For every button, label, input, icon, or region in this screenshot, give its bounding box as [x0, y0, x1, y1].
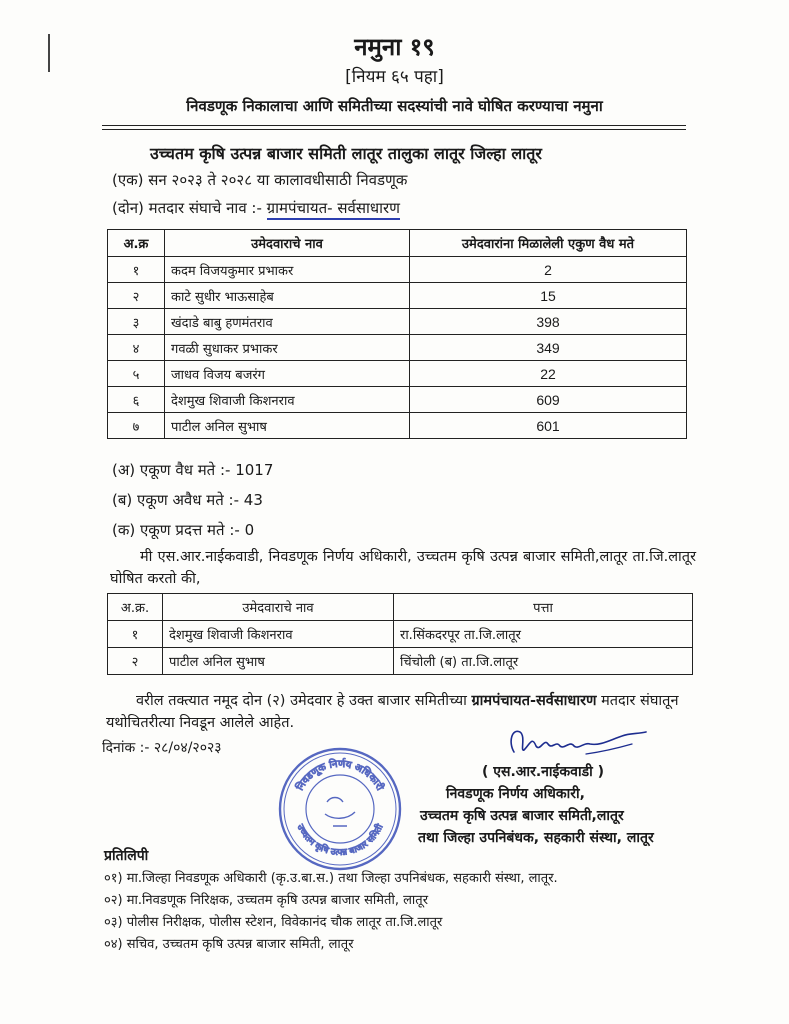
signature-image [500, 722, 650, 764]
table-header-row [108, 594, 693, 621]
vote-count: 349 [410, 335, 687, 361]
table-row [108, 283, 687, 309]
row-number: ४ [108, 335, 165, 361]
winner-name: देशमुख शिवाजी किशनराव [163, 621, 394, 648]
signatory-additional-role: तथा जिल्हा उपनिबंधक, सहकारी संस्था, लातूर [418, 830, 654, 846]
vote-count: 2 [410, 257, 687, 283]
conclusion-text: वरील तक्त्यात नमूद दोन (२) उमेदवार हे उक्त बाजार समितीच्या [136, 693, 472, 709]
signatory-designation: निवडणूक निर्णय अधिकारी, [446, 786, 585, 802]
total-invalid-votes: (ब) एकूण अवैध मते :- 43 [112, 491, 263, 509]
row-number: ६ [108, 387, 165, 413]
table-row [108, 257, 687, 283]
row-number: १ [108, 621, 163, 648]
conclusion-text: मतदार संघातून यथोचितरीत्या निवडून आलेले आहेत. [106, 693, 679, 731]
candidate-name: काटे सुधीर भाऊसाहेब [165, 283, 410, 309]
copy-recipient: ०२) मा.निवडणूक निरिक्षक, उच्चतम कृषि उत्पन्न बाजार समिती, लातूर [104, 893, 429, 908]
row-number: ७ [108, 413, 165, 439]
table-header-row [108, 230, 687, 257]
winner-name: पाटील अनिल सुभाष [163, 648, 394, 675]
seal-text-bottom: उच्चतम कृषि उत्पन्न बाजार समिती [294, 822, 386, 859]
column-header: अ.क्र [108, 230, 165, 257]
copies-heading: प्रतिलिपी [104, 848, 149, 864]
winner-address: चिंचोली (ब) ता.जि.लातूर [394, 648, 693, 675]
candidate-name: गवळी सुधाकर प्रभाकर [165, 335, 410, 361]
row-number: २ [108, 648, 163, 675]
table-row [108, 309, 687, 335]
rule-reference: [नियम ६५ पहा] [345, 67, 444, 87]
constituency-label: (दोन) मतदार संघाचे नाव :- [112, 199, 262, 217]
signatory-name: ( एस.आर.नाईकवाडी ) [482, 764, 604, 780]
signatory-committee: उच्चतम कृषि उत्पन्न बाजार समिती,लातूर [420, 808, 624, 824]
constituency-value: ग्रामपंचायत- सर्वसाधारण [267, 199, 400, 220]
winners-table [107, 593, 693, 675]
vote-count: 22 [410, 361, 687, 387]
table-row [108, 361, 687, 387]
winner-address: रा.सिंकदरपूर ता.जि.लातूर [394, 621, 693, 648]
vote-count: 15 [410, 283, 687, 309]
constituency-line [112, 198, 400, 218]
divider-line [102, 125, 686, 126]
election-period: (एक) सन २०२३ ते २०२८ या कालावधीसाठी निवडणूक [112, 171, 408, 189]
row-number: १ [108, 257, 165, 283]
committee-name: उच्चतम कृषि उत्पन्न बाजार समिती लातूर तालुका लातूर जिल्हा लातूर [150, 144, 542, 163]
declaration-paragraph: मी एस.आर.नाईकवाडी, निवडणूक निर्णय अधिकारी, उच्चतम कृषि उत्पन्न बाजार समिती,लातूर ता.जि.लातूर घोषित करतो की, [110, 549, 696, 587]
form-subtitle: निवडणूक निकालाचा आणि समितीच्या सदस्यांची नावे घोषित करण्याचा नमुना [186, 97, 603, 115]
column-header: उमेदवाराचे नाव [163, 594, 394, 621]
table-row [108, 335, 687, 361]
divider-line [102, 129, 686, 130]
vote-count: 609 [410, 387, 687, 413]
row-number: २ [108, 283, 165, 309]
column-header: पत्ता [394, 594, 693, 621]
vote-count: 601 [410, 413, 687, 439]
seal-text-top: निवडणूक निर्णय अधिकारी [294, 758, 386, 793]
column-header: उमेदवाराचे नाव [165, 230, 410, 257]
document-date: दिनांक :- २८/०४/२०२३ [102, 740, 222, 756]
form-title: नमुना १९ [354, 33, 435, 61]
candidate-name: कदम विजयकुमार प्रभाकर [165, 257, 410, 283]
candidate-name: जाधव विजय बजरंग [165, 361, 410, 387]
row-number: ५ [108, 361, 165, 387]
copy-recipient: ०४) सचिव, उच्चतम कृषि उत्पन्न बाजार समिती, लातूर [104, 937, 354, 952]
row-number: ३ [108, 309, 165, 335]
candidate-name: पाटील अनिल सुभाष [165, 413, 410, 439]
total-cast-votes: (क) एकूण प्रदत्त मते :- 0 [112, 521, 255, 539]
official-seal-stamp [277, 746, 403, 872]
copy-recipient: ०१) मा.जिल्हा निवडणूक अधिकारी (कृ.उ.बा.स.) तथा जिल्हा उपनिबंधक, सहकारी संस्था, लातूर. [104, 871, 558, 886]
candidate-name: देशमुख शिवाजी किशनराव [165, 387, 410, 413]
copy-recipient: ०३) पोलीस निरीक्षक, पोलीस स्टेशन, विवेकानंद चौक लातूर ता.जि.लातूर [104, 915, 443, 930]
vote-count: 398 [410, 309, 687, 335]
column-header: अ.क्र. [108, 594, 163, 621]
table-row [108, 413, 687, 439]
results-table [107, 229, 687, 439]
table-row [108, 387, 687, 413]
table-row [108, 621, 693, 648]
constituency-emphasis: ग्रामपंचायत-सर्वसाधारण [471, 693, 597, 709]
total-valid-votes: (अ) एकूण वैध मते :- 1017 [112, 461, 274, 479]
table-row [108, 648, 693, 675]
column-header: उमेदवारांना मिळालेली एकुण वैध मते [410, 230, 687, 257]
candidate-name: खंदाडे बाबु हणमंतराव [165, 309, 410, 335]
